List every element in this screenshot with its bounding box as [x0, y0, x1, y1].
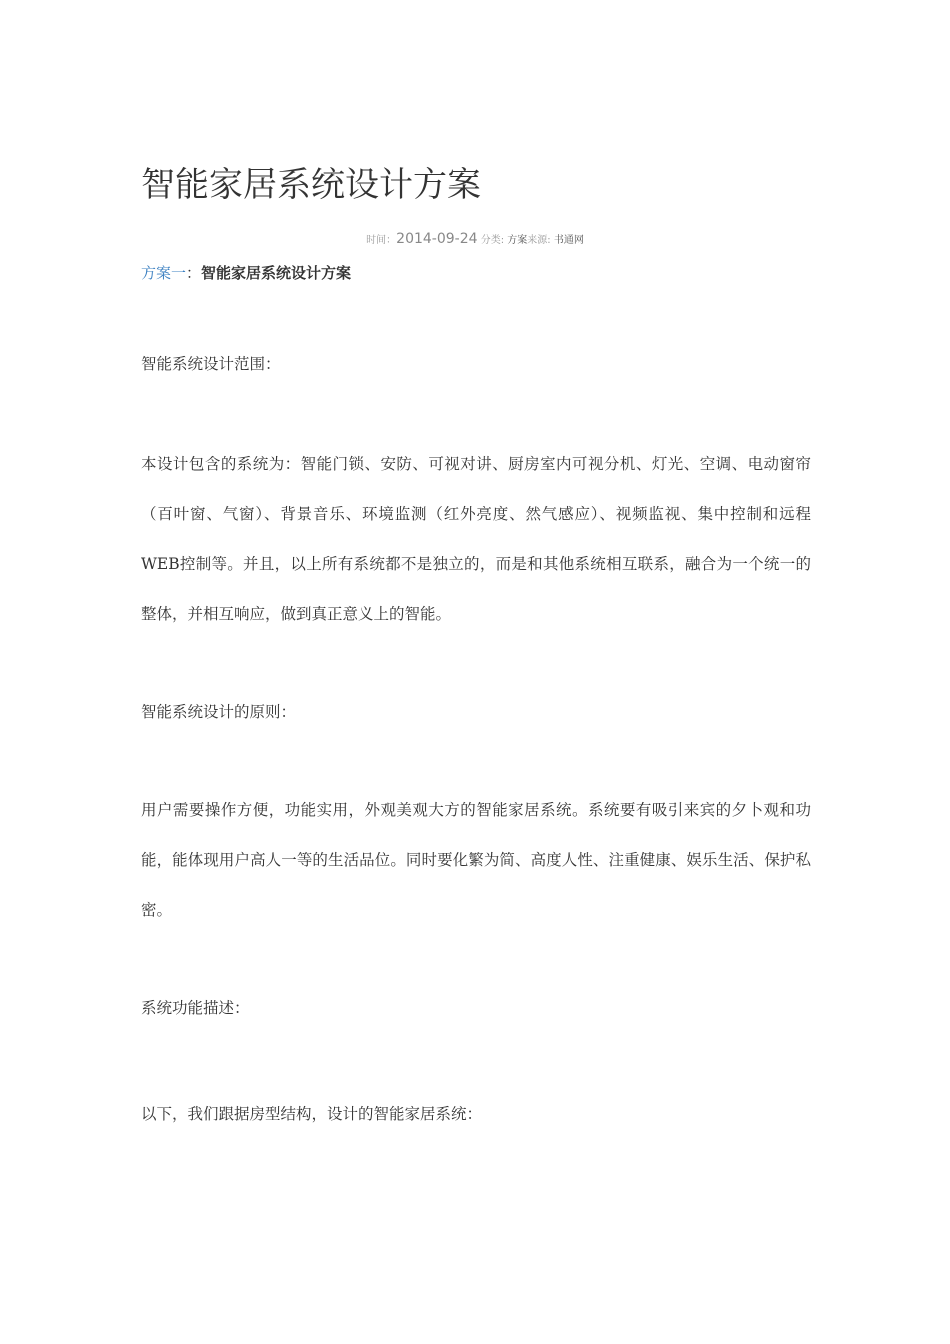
- article-title: 智能家居系统设计方案: [141, 165, 481, 205]
- category-link[interactable]: 方案: [507, 235, 528, 246]
- section-colon: ：: [186, 264, 202, 282]
- paragraph-house-structure: 以下，我们跟据房型结构，设计的智能家居系统：: [141, 1105, 483, 1123]
- paragraph-design-scope-heading: 智能系统设计范围：: [141, 355, 281, 373]
- category-label: 分类:: [477, 235, 508, 246]
- paragraph-design-principle: 用户需要操作方便，功能实用，外观美观大方的智能家居系统。系统要有吸引来宾的夕卜观和功能，能体现用户高人一等的生活品位。同时要化繁为简、高度人性、注重健康、娱乐生活、保护私密。: [141, 801, 811, 919]
- paragraph-function-heading: 系统功能描述：: [141, 999, 250, 1017]
- section-prefix-link[interactable]: 方案一: [141, 264, 187, 282]
- paragraph-system-list: 本设计包含的系统为：智能门锁、安防、可视对讲、厨房室内可视分机、灯光、空调、电动窗帘（百叶窗、气窗）、背景音乐、环境监测（红外亮度、然气感应）、视频监视、集中控制和远程WEB控制等。并且，以上所有系统都不是独立的，而是和其他系统相互联系，融合为一个统一的整体，并相互响应，做到真正意义上的智能。: [141, 455, 811, 623]
- section-heading: [141, 261, 351, 285]
- source-label: 来源:: [527, 235, 554, 246]
- publish-date: 2014-09-24: [396, 231, 478, 247]
- section-title: 智能家居系统设计方案: [201, 264, 352, 282]
- time-label: 时间：: [366, 235, 397, 246]
- paragraph-design-principle-heading: 智能系统设计的原则：: [141, 703, 297, 721]
- article-meta: [0, 228, 950, 252]
- source-value: 书通网: [553, 235, 584, 246]
